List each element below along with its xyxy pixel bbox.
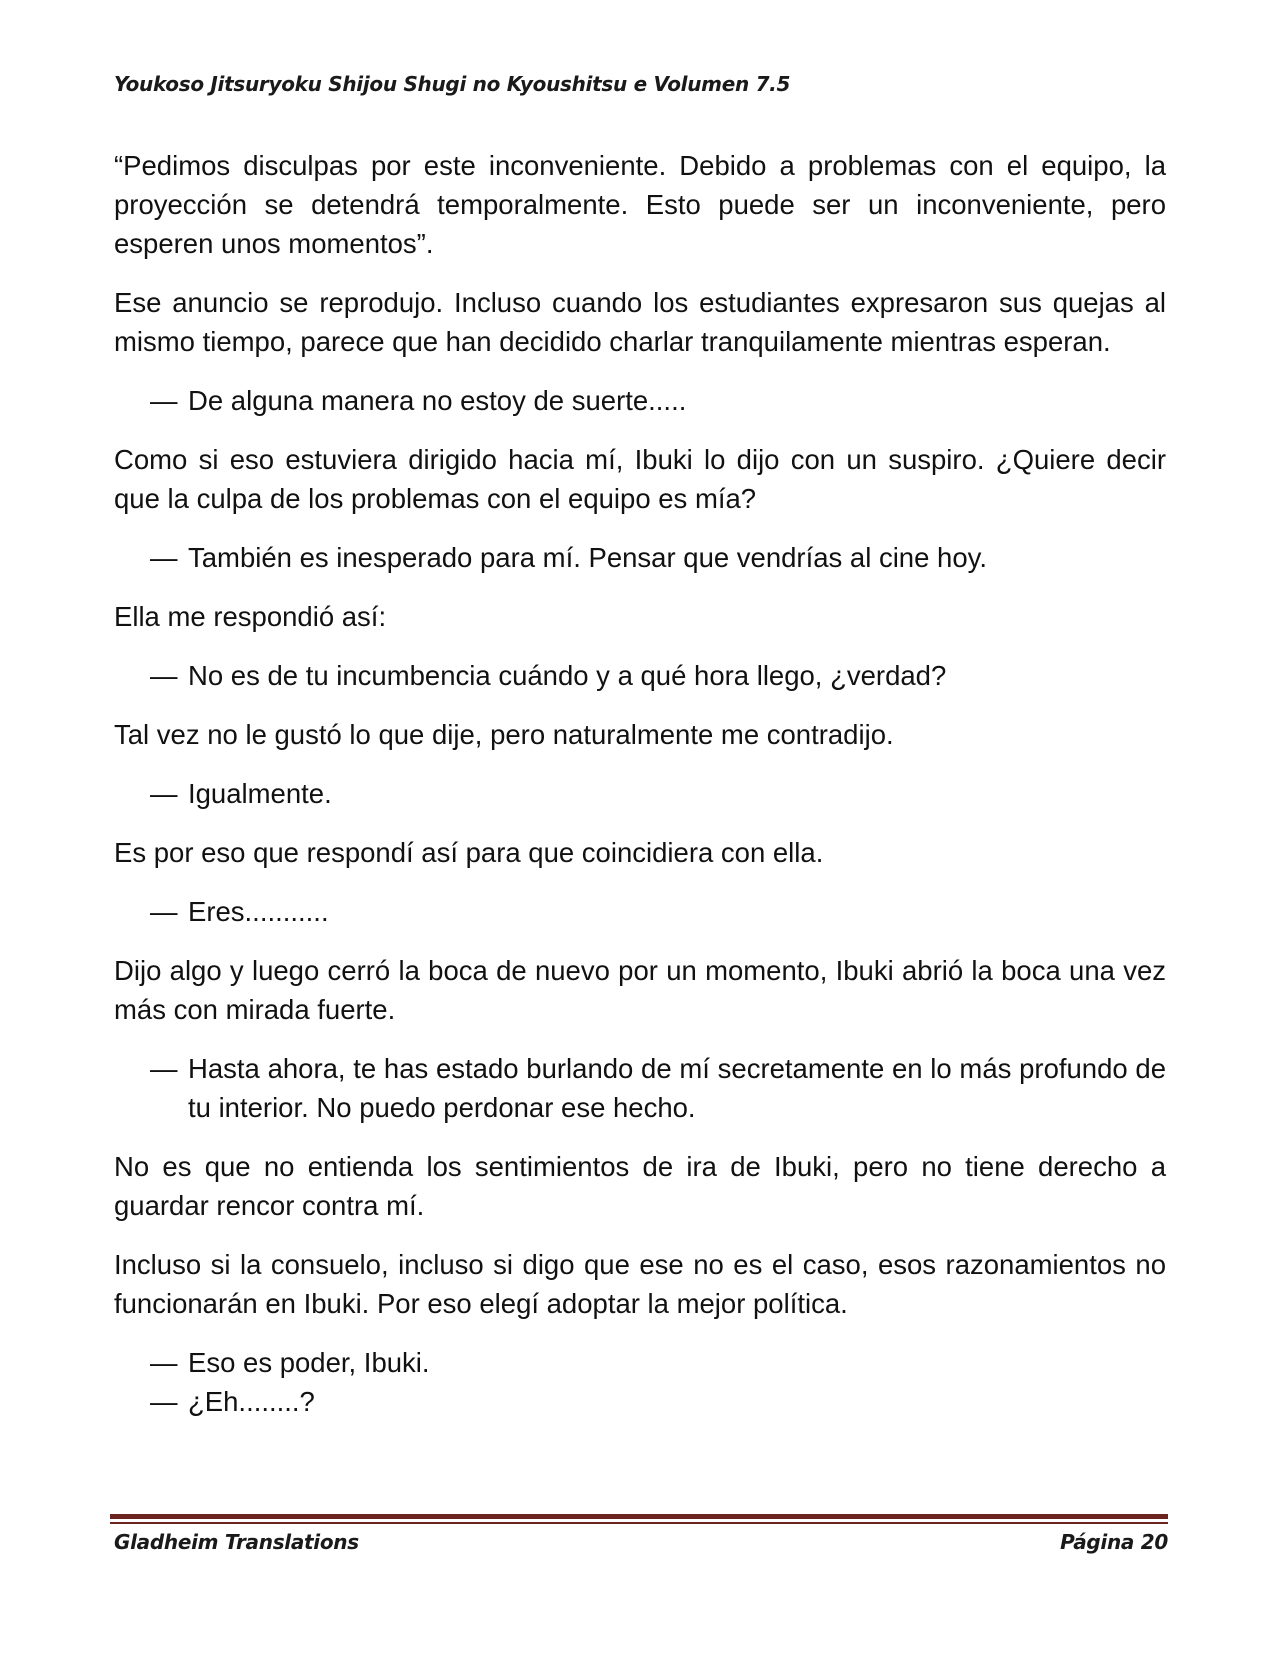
dialogue-line <box>150 1049 1166 1127</box>
dialogue-text: ¿Eh........? <box>188 1386 315 1417</box>
paragraph: Tal vez no le gustó lo que dije, pero naturalmente me contradijo. <box>114 719 894 750</box>
paragraph: Ese anuncio se reprodujo. Incluso cuando los estudiantes expresaron sus quejas al mismo tiempo, parece que han decidido charlar tranquilamente mientras esperan. <box>114 287 1166 357</box>
dialogue-text: De alguna manera no estoy de suerte..... <box>188 385 687 416</box>
dialogue-text: Igualmente. <box>188 778 332 809</box>
dialogue-line <box>150 892 1166 931</box>
page-number: Página 20 <box>1060 1530 1168 1554</box>
dialogue-text: También es inesperado para mí. Pensar que vendrías al cine hoy. <box>188 542 987 573</box>
paragraph: Es por eso que respondí así para que coincidiera con ella. <box>114 837 824 868</box>
dialogue-line <box>150 381 1166 420</box>
dialogue-dash: — <box>150 1386 178 1417</box>
dialogue-line <box>150 1343 1166 1382</box>
dialogue-dash: — <box>150 660 178 691</box>
dialogue-text: No es de tu incumbencia cuándo y a qué hora llego, ¿verdad? <box>188 660 947 691</box>
paragraph: “Pedimos disculpas por este inconveniente. Debido a problemas con el equipo, la proyección se detendrá temporalmente. Esto puede ser un inconveniente, pero esperen unos momentos”. <box>114 150 1166 259</box>
dialogue-line <box>150 1382 1166 1421</box>
dialogue-dash: — <box>150 778 178 809</box>
dialogue-dash: — <box>150 1347 178 1378</box>
paragraph: Como si eso estuviera dirigido hacia mí, Ibuki lo dijo con un suspiro. ¿Quiere decir que la culpa de los problemas con el equipo es mía? <box>114 444 1166 514</box>
dialogue-line <box>150 774 1166 813</box>
body-text <box>114 146 1166 1421</box>
footer-divider-thin <box>110 1522 1168 1524</box>
dialogue-dash: — <box>150 1053 178 1084</box>
paragraph: Dijo algo y luego cerró la boca de nuevo por un momento, Ibuki abrió la boca una vez más con mirada fuerte. <box>114 955 1166 1025</box>
running-header-title: Youkoso Jitsuryoku Shijou Shugi no Kyoushitsu e Volumen 7.5 <box>114 72 791 96</box>
dialogue-text: Hasta ahora, te has estado burlando de mí secretamente en lo más profundo de tu interior. No puedo perdonar ese hecho. <box>188 1053 1166 1123</box>
dialogue-dash: — <box>150 896 178 927</box>
dialogue-line <box>150 656 1166 695</box>
dialogue-text: Eso es poder, Ibuki. <box>188 1347 430 1378</box>
dialogue-text: Eres........... <box>188 896 329 927</box>
dialogue-dash: — <box>150 542 178 573</box>
dialogue-line <box>150 538 1166 577</box>
paragraph: Incluso si la consuelo, incluso si digo que ese no es el caso, esos razonamientos no funcionarán en Ibuki. Por eso elegí adoptar la mejor política. <box>114 1249 1166 1319</box>
footer-credit: Gladheim Translations <box>114 1530 359 1554</box>
footer-divider <box>110 1514 1168 1519</box>
paragraph: No es que no entienda los sentimientos de ira de Ibuki, pero no tiene derecho a guardar rencor contra mí. <box>114 1151 1166 1221</box>
dialogue-dash: — <box>150 385 178 416</box>
paragraph: Ella me respondió así: <box>114 601 387 632</box>
